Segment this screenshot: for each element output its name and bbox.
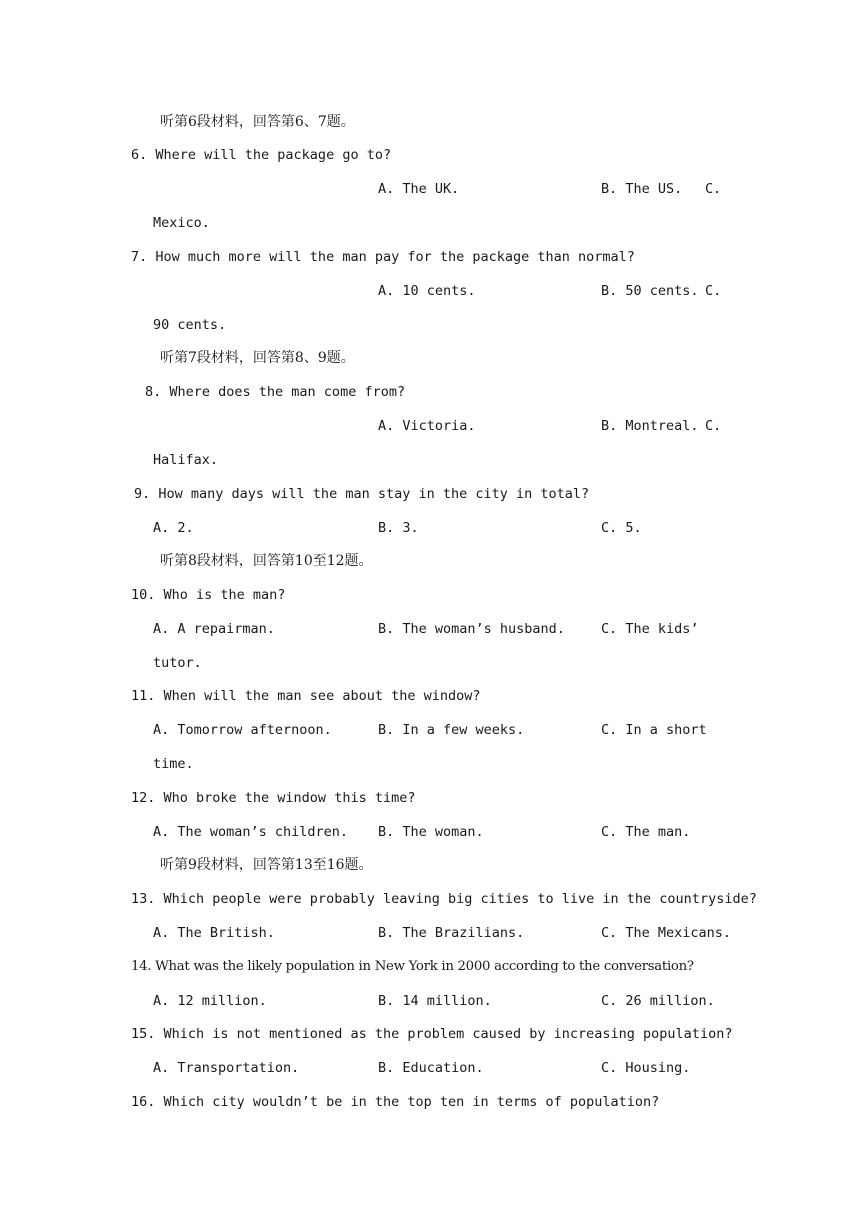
question-12-option-b: B. The woman.: [378, 824, 484, 840]
question-7-option-b: B. 50 cents.: [601, 283, 699, 299]
question-11-stem: 11. When will the man see about the window?: [131, 688, 481, 704]
question-6-option-b: B. The US.: [601, 181, 683, 197]
question-10-option-a: A. A repairman.: [153, 621, 275, 637]
question-8-option-c-text: Halifax.: [153, 452, 219, 468]
question-13-option-c: C. The Mexicans.: [601, 925, 732, 941]
question-8-option-a: A. Victoria.: [378, 418, 476, 434]
question-10-option-c: C. The kids’: [601, 621, 699, 637]
question-12-option-a: A. The woman’s children.: [153, 824, 349, 840]
question-14-stem: 14. What was the likely population in New York in 2000 according to the conversation?: [131, 959, 694, 974]
question-11-option-b: B. In a few weeks.: [378, 722, 525, 738]
question-7-stem: 7. How much more will the man pay for the package than normal?: [131, 249, 635, 265]
question-8-option-b: B. Montreal.: [601, 418, 699, 434]
question-12-stem: 12. Who broke the window this time?: [131, 790, 416, 806]
question-12-option-c: C. The man.: [601, 824, 691, 840]
question-13-option-b: B. The Brazilians.: [378, 925, 525, 941]
question-7-option-c-text: 90 cents.: [153, 317, 227, 333]
question-10-option-c-text: tutor.: [153, 655, 202, 671]
question-7-option-c: C.: [705, 283, 722, 299]
question-8-stem: 8. Where does the man come from?: [145, 384, 406, 400]
section-heading-6: 听第6段材料，回答第6、7题。: [160, 114, 355, 130]
question-16-stem: 16. Which city wouldn’t be in the top ten in terms of population?: [131, 1094, 660, 1110]
question-13-stem: 13. Which people were probably leaving big cities to live in the countryside?: [131, 891, 757, 907]
question-9-option-b: B. 3.: [378, 520, 419, 536]
section-heading-9: 听第9段材料，回答第13至16题。: [160, 857, 373, 873]
question-14-option-b: B. 14 million.: [378, 993, 492, 1009]
question-6-option-c: C.: [705, 181, 722, 197]
question-10-option-b: B. The woman’s husband.: [378, 621, 565, 637]
question-11-option-a: A. Tomorrow afternoon.: [153, 722, 332, 738]
question-11-option-c: C. In a short: [601, 722, 707, 738]
question-15-option-c: C. Housing.: [601, 1060, 691, 1076]
question-8-option-c: C.: [705, 418, 722, 434]
question-15-stem: 15. Which is not mentioned as the problem caused by increasing population?: [131, 1026, 733, 1042]
question-7-option-a: A. 10 cents.: [378, 283, 476, 299]
question-15-option-b: B. Education.: [378, 1060, 484, 1076]
question-15-option-a: A. Transportation.: [153, 1060, 300, 1076]
question-6-option-a: A. The UK.: [378, 181, 460, 197]
question-10-stem: 10. Who is the man?: [131, 587, 286, 603]
question-6-stem: 6. Where will the package go to?: [131, 147, 392, 163]
question-14-option-c: C. 26 million.: [601, 993, 715, 1009]
question-13-option-a: A. The British.: [153, 925, 275, 941]
question-9-stem: 9. How many days will the man stay in the city in total?: [134, 486, 590, 502]
section-heading-8: 听第8段材料，回答第10至12题。: [160, 553, 373, 569]
question-9-option-c: C. 5.: [601, 520, 642, 536]
section-heading-7: 听第7段材料，回答第8、9题。: [160, 350, 355, 366]
question-14-option-a: A. 12 million.: [153, 993, 267, 1009]
question-11-option-c-text: time.: [153, 756, 194, 772]
question-9-option-a: A. 2.: [153, 520, 194, 536]
question-6-option-c-text: Mexico.: [153, 215, 210, 231]
